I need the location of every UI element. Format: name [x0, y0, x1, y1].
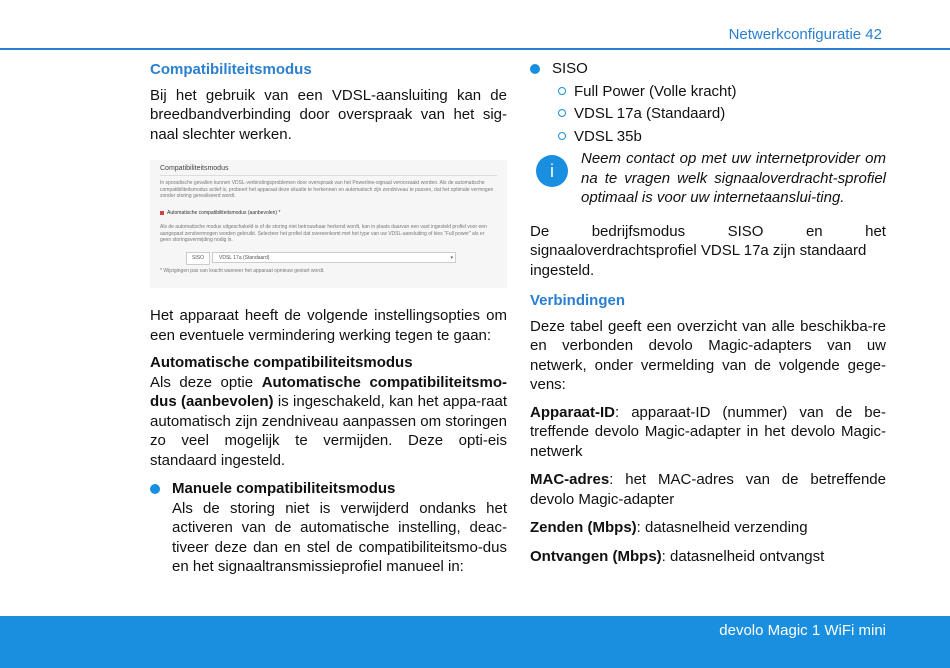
left-column: [150, 58, 507, 577]
option-label: VDSL 17a (Standaard): [574, 105, 726, 122]
screenshot-select-mode: SISO: [186, 252, 210, 265]
info-text: Neem contact op met uw internetprovider om na te vragen welk signaaloverdracht-sprofiel optimaal is voor uw internetaanslui-ting.: [581, 150, 886, 206]
radio-circle-icon: [558, 109, 566, 117]
radio-circle-icon: [558, 87, 566, 95]
screenshot-select-profile: [212, 252, 456, 263]
field-label: MAC-adres: [530, 471, 610, 488]
intro-paragraph: Bij het gebruik van een VDSL-aansluiting kan de breedbandverbinding door overspraak van het sig-naal slechter werken.: [150, 86, 507, 143]
info-icon: i: [536, 155, 568, 187]
screenshot-checkbox-label: Automatische compatibiliteitsmodus (aanbevolen) *: [167, 210, 281, 216]
auto-mode-text: [150, 373, 507, 471]
screenshot-divider: [160, 175, 497, 176]
field-mac-address: [530, 470, 886, 509]
bullet-icon: [150, 484, 160, 494]
default-word: het: [865, 222, 886, 240]
connections-text: Deze tabel geeft een overzicht van alle beschikba-re en verbonden devolo Magic-adapters van uw netwerk, onder vermelding van de volgende gege-vens:: [530, 317, 886, 393]
field-text: : apparaat-ID (nummer) van de be-treffende devolo Magic-adapter in het devolo Magic-netwerk: [530, 403, 886, 460]
option-label: Full Power (Volle kracht): [574, 82, 737, 100]
default-text: signaaloverdrachtsprofiel VDSL 17a zijn standaard ingesteld.: [530, 242, 867, 279]
default-word: bedrijfsmodus: [591, 222, 686, 240]
field-text: : datasnelheid verzending: [636, 519, 808, 536]
heading-compatibility: Compatibiliteitsmodus: [150, 61, 312, 78]
footer-product-name: devolo Magic 1 WiFi mini: [719, 622, 886, 639]
screenshot-title: Compatibiliteitsmodus: [160, 165, 229, 172]
page-header-title: Netwerkconfiguratie 42: [728, 26, 882, 43]
options-paragraph: Het apparaat heeft de volgende instellingsopties om een eventuele vermindering werking tegen te gaan:: [150, 307, 507, 344]
bullet-icon: [530, 64, 540, 74]
default-line-1: [530, 222, 886, 242]
checkbox-icon: [160, 211, 164, 215]
default-word: en: [805, 222, 823, 240]
screenshot-note: * Wijzigingen pas van kracht wanneer het apparaat opnieuw gestart wordt.: [160, 268, 325, 274]
heading-connections: Verbindingen: [530, 292, 626, 309]
field-label: Apparaat-ID: [530, 403, 616, 421]
siso-label: SISO: [552, 60, 588, 77]
siso-item: [530, 59, 886, 79]
radio-circle-icon: [558, 132, 566, 140]
right-column: [530, 58, 886, 566]
header-rule: [0, 48, 950, 50]
option-vdsl-35b: [530, 127, 886, 147]
default-word: De: [530, 222, 550, 240]
option-label: VDSL 35b: [574, 127, 642, 145]
page-footer: [0, 616, 950, 668]
auto-mode-heading: Automatische compatibiliteitsmodus: [150, 354, 413, 371]
auto-mode-text-pre: Als deze optie: [150, 373, 262, 391]
field-label: Ontvangen (Mbps): [530, 547, 662, 565]
field-send: [530, 518, 886, 538]
field-label: Zenden (Mbps): [530, 519, 637, 536]
field-receive: [530, 547, 886, 567]
info-note: [530, 149, 886, 208]
manual-mode-text: Als de storing niet is verwijderd ondanks het activeren van de automatische instelling, deac-tiveer deze dan en stel de compatibiliteitsmo-dus en het signaaltransmissieprofiel manueel in:: [172, 499, 507, 575]
screenshot-description-2: Als de automatische modus uitgeschakeld is of de storing niet betrouwbaar herkend wordt, kan in plaats daarvan een vast ingesteld profiel voor een aangepast zendvermogen worden gebruikt. Selecteer het profiel dat overeenkomt met het type van uw VDSL-aansluiting of kies "Full power" als er geen storingsvermijding nodig is.: [160, 224, 487, 243]
option-full-power: [530, 82, 886, 102]
screenshot-select-profile-value: VDSL 17a (Standaard): [219, 255, 270, 261]
screenshot-checkbox: [160, 210, 280, 217]
field-text: : het MAC-adres van de betreffende devolo Magic-adapter: [530, 471, 886, 508]
settings-screenshot: [150, 160, 507, 288]
manual-mode-heading: Manuele compatibiliteitsmodus: [172, 480, 396, 497]
screenshot-description: In sporadische gevallen kunnen VDSL-verbindingsproblemen door overspraak van het Powerline-signaal veroorzaakt worden. Als de automatische compatibiliteitsmodus actief is, probeert het apparaat deze situatie te herkennen en automatisch zijn zendniveau te passen, dat het optimale vermogen zonder storing gerealiseerd wordt.: [160, 180, 494, 199]
field-device-id: [530, 403, 886, 462]
auto-mode-text-bold: Automatische compatibiliteitsmo-dus (aanbevolen): [150, 373, 507, 410]
manual-mode-item: [150, 479, 507, 577]
default-word: SISO: [727, 222, 764, 240]
field-text: : datasnelheid ontvangst: [661, 547, 825, 565]
option-vdsl-17a: [530, 104, 886, 124]
select-arrow-icon: ▾: [450, 255, 453, 261]
auto-mode-text-post: is ingeschakeld, kan het appa-raat automatisch zijn zendniveau aanpassen om storingen zo veel mogelijk te vermijden. Deze opti-eis standaard ingesteld.: [150, 393, 507, 469]
